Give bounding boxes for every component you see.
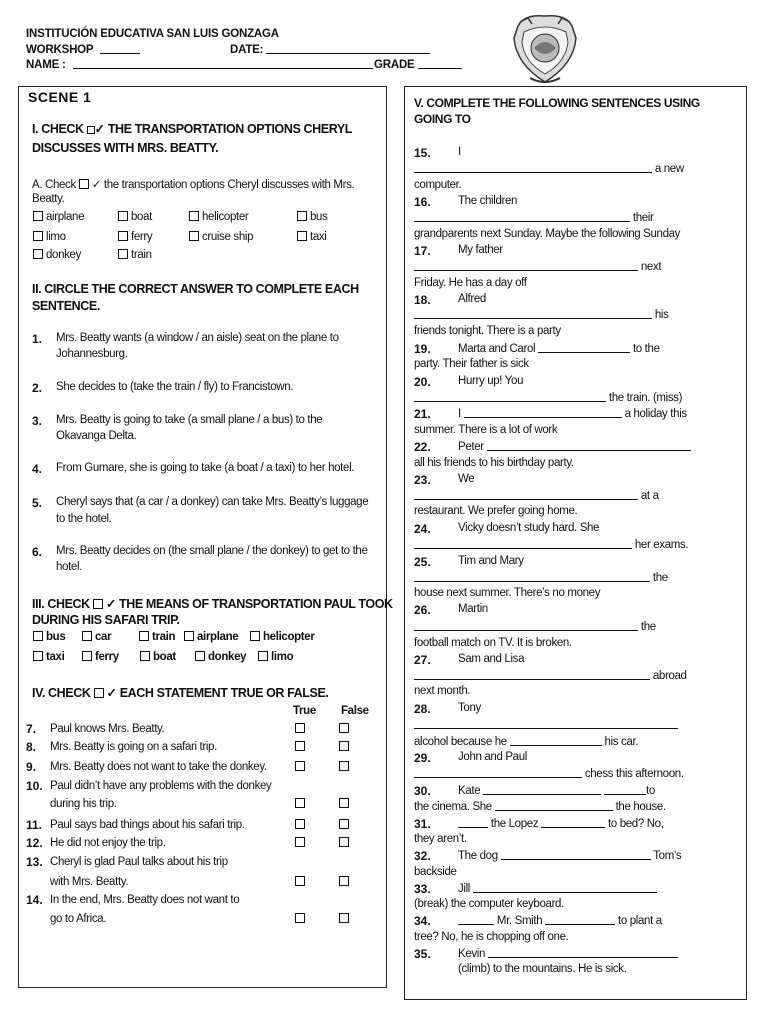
item-text: She decides to (take the train / fly) to Francistown.: [56, 381, 294, 393]
item-text: Kate to: [458, 785, 655, 797]
item-text: Tony: [458, 702, 481, 714]
item-text-cont: friends tonight. There is a party: [414, 325, 561, 337]
item-number: 32.: [414, 849, 431, 863]
item-number: 33.: [414, 882, 431, 896]
checkbox[interactable]: [33, 231, 43, 241]
true-checkbox[interactable]: [295, 723, 308, 735]
checkbox-icon: [94, 688, 104, 698]
checkbox[interactable]: [33, 249, 43, 259]
s3-option-ferry[interactable]: ferry: [82, 651, 119, 663]
true-checkbox[interactable]: [295, 837, 308, 849]
item-number: 6.: [32, 545, 43, 559]
checkbox[interactable]: [297, 231, 307, 241]
section-1-title: I. CHECK ✓ THE TRANSPORTATION OPTIONS CHERYL: [32, 122, 353, 136]
workshop-field[interactable]: [100, 43, 140, 54]
item-number: 16.: [414, 195, 431, 209]
section-5-title-cont: GOING TO: [414, 112, 471, 126]
item-number: 1.: [32, 332, 43, 346]
true-checkbox[interactable]: [295, 913, 308, 925]
item-text: Martin: [458, 603, 488, 615]
statement-text-cont: with Mrs. Beatty.: [50, 876, 129, 888]
item-number: 20.: [414, 375, 431, 389]
item-number: 4.: [32, 462, 43, 476]
item-text-cont: tree? No, he is chopping off one.: [414, 931, 569, 943]
true-checkbox[interactable]: [295, 876, 308, 888]
grade-label: GRADE: [374, 59, 415, 71]
section-1-instruction-cont: Beatty.: [32, 193, 65, 205]
item-text: Mrs. Beatty is going to take (a small plane / a bus) to the: [56, 414, 323, 426]
checkbox[interactable]: [295, 819, 305, 829]
item-number: 35.: [414, 947, 431, 961]
item-text: Marta and Carol to the: [458, 343, 660, 355]
checkbox[interactable]: [339, 837, 349, 847]
blank-field[interactable]: [538, 342, 630, 353]
item-text: John and Paul: [458, 751, 527, 763]
blank-field[interactable]: [488, 947, 678, 958]
item-text: Mr. Smith to plant a: [458, 914, 662, 927]
item-number: 3.: [32, 414, 43, 428]
item-text: the Lopez to bed? No,: [458, 817, 664, 830]
true-checkbox[interactable]: [295, 761, 308, 773]
blank-field[interactable]: [414, 162, 652, 173]
option-taxi[interactable]: taxi: [297, 231, 327, 243]
statement-text: Paul says bad things about his safari trip.: [50, 819, 245, 831]
item-number: 29.: [414, 751, 431, 765]
checkbox[interactable]: [184, 631, 194, 641]
checkbox[interactable]: [339, 723, 349, 733]
false-checkbox[interactable]: [339, 741, 352, 753]
blank-field[interactable]: [414, 718, 678, 729]
item-text: We: [458, 473, 475, 485]
name-field[interactable]: [73, 58, 373, 69]
item-text: Jill: [458, 882, 657, 895]
item-number: 2.: [32, 381, 43, 395]
school-name: INSTITUCIÓN EDUCATIVA SAN LUIS GONZAGA: [26, 28, 279, 40]
section-1-title-cont: DISCUSSES WITH MRS. BEATTY.: [32, 141, 219, 155]
blank-field[interactable]: [414, 211, 630, 222]
name-line: [26, 58, 373, 71]
s3-option-train[interactable]: train: [139, 631, 175, 643]
item-text: Alfred: [458, 293, 486, 305]
statement-text: Cheryl is glad Paul talks about his trip: [50, 856, 228, 868]
item-number: 5.: [32, 496, 43, 510]
workshop-line: [26, 43, 140, 56]
blank-field[interactable]: [604, 784, 646, 795]
item-number: 19.: [414, 342, 431, 356]
item-text: From Gumare, she is going to take (a boat / a taxi) to her hotel.: [56, 462, 355, 474]
item-text-cont: to the hotel.: [56, 513, 112, 525]
checkbox[interactable]: [250, 631, 260, 641]
statement-text: Paul didn’t have any problems with the donkey: [50, 780, 272, 792]
item-number: 22.: [414, 440, 431, 454]
option-cruise-ship[interactable]: cruise ship: [189, 231, 253, 243]
option-helicopter[interactable]: helicopter: [189, 211, 248, 223]
blank-field[interactable]: [541, 817, 605, 828]
false-checkbox[interactable]: [339, 761, 352, 773]
item-text: I: [458, 146, 461, 158]
item-text: My father: [458, 244, 503, 256]
grade-line: [374, 58, 462, 71]
statement-text: Paul knows Mrs. Beatty.: [50, 723, 165, 735]
blank-field[interactable]: [473, 882, 657, 893]
section-5-title: V. COMPLETE THE FOLLOWING SENTENCES USING: [414, 96, 700, 110]
false-checkbox[interactable]: [339, 913, 352, 925]
s3-option-boat[interactable]: boat: [140, 651, 176, 663]
item-number: 34.: [414, 914, 431, 928]
checkbox[interactable]: [339, 741, 349, 751]
checkbox[interactable]: [189, 231, 199, 241]
statement-text: Mrs. Beatty is going on a safari trip.: [50, 741, 217, 753]
item-text: Cheryl says that (a car / a donkey) can take Mrs. Beatty’s luggage: [56, 496, 369, 508]
checkbox[interactable]: [33, 211, 43, 221]
item-text-cont: alcohol because he his car.: [414, 736, 639, 748]
item-text: Peter: [458, 440, 691, 453]
item-number: 18.: [414, 293, 431, 307]
item-text-cont: (break) the computer keyboard.: [414, 898, 564, 910]
item-text: Tim and Mary: [458, 555, 524, 567]
name-label: NAME :: [26, 59, 66, 71]
item-text: Hurry up! You: [458, 375, 524, 387]
checkbox[interactable]: [295, 761, 305, 771]
answer-line[interactable]: the: [414, 620, 656, 633]
answer-line[interactable]: chess this afternoon.: [414, 767, 684, 780]
item-text-cont: summer. There is a lot of work: [414, 424, 558, 436]
item-number: 9.: [26, 760, 37, 774]
checkbox[interactable]: [339, 876, 349, 886]
item-text-cont: restaurant. We prefer going home.: [414, 505, 578, 517]
checkbox[interactable]: [339, 761, 349, 771]
false-checkbox[interactable]: [339, 819, 352, 831]
answer-line[interactable]: at a: [414, 489, 659, 502]
item-number: 11.: [26, 818, 43, 832]
blank-field[interactable]: [414, 391, 606, 402]
blank-field[interactable]: [414, 260, 638, 271]
item-text-cont: Okavanga Delta.: [56, 430, 137, 442]
answer-line[interactable]: her exams.: [414, 538, 688, 551]
true-column-header: True: [293, 705, 316, 717]
item-text-cont: next month.: [414, 685, 471, 697]
item-number: 30.: [414, 784, 431, 798]
item-number: 28.: [414, 702, 431, 716]
item-text: Mrs. Beatty decides on (the small plane / the donkey) to get to the: [56, 545, 368, 557]
item-text: The children: [458, 195, 518, 207]
answer-line[interactable]: their: [414, 211, 653, 224]
checkbox[interactable]: [295, 837, 305, 847]
item-number: 7.: [26, 722, 37, 736]
statement-text: In the end, Mrs. Beatty does not want to: [50, 894, 240, 906]
blank-field[interactable]: [414, 571, 650, 582]
item-text-cont: the cinema. She the house.: [414, 801, 666, 813]
answer-line[interactable]: [414, 718, 678, 731]
date-line: [230, 43, 430, 56]
option-limo[interactable]: limo: [33, 231, 66, 243]
checkbox[interactable]: [295, 723, 305, 733]
item-number: 31.: [414, 817, 431, 831]
checkbox[interactable]: [339, 798, 349, 808]
section-4-title: IV. CHECK ✓ EACH STATEMENT TRUE OR FALSE.: [32, 686, 329, 700]
checkbox[interactable]: [258, 651, 268, 661]
blank-field[interactable]: [414, 620, 638, 631]
statement-text: He did not enjoy the trip.: [50, 837, 166, 849]
false-checkbox[interactable]: [339, 798, 352, 810]
item-text-cont: party. Their father is sick: [414, 358, 529, 370]
item-text-cont: Johannesburg.: [56, 348, 128, 360]
s3-option-helicopter[interactable]: helicopter: [250, 631, 314, 643]
item-text: The dog Tom’s: [458, 850, 682, 862]
checkbox[interactable]: [295, 913, 305, 923]
item-text-cont: they aren’t.: [414, 833, 467, 845]
checkbox[interactable]: [33, 631, 43, 641]
answer-line[interactable]: next: [414, 260, 661, 273]
checkbox[interactable]: [295, 798, 305, 808]
false-checkbox[interactable]: [339, 837, 352, 849]
option-train[interactable]: train: [118, 249, 152, 261]
item-text-cont: (climb) to the mountains. He is sick.: [458, 963, 627, 975]
checkbox[interactable]: [118, 211, 128, 221]
checkbox[interactable]: [82, 651, 92, 661]
checkbox-icon: [93, 599, 103, 609]
item-text: Sam and Lisa: [458, 653, 525, 665]
blank-field[interactable]: [458, 817, 488, 828]
checkbox[interactable]: [339, 913, 349, 923]
blank-field[interactable]: [414, 767, 582, 778]
answer-line[interactable]: his: [414, 308, 669, 321]
section-3-title-cont: DURING HIS SAFARI TRIP.: [32, 613, 180, 627]
item-number: 25.: [414, 555, 431, 569]
item-text: Kevin: [458, 947, 678, 960]
section-2-title-cont: SENTENCE.: [32, 299, 100, 313]
item-text-cont: house next summer. There’s no money: [414, 587, 601, 599]
item-number: 8.: [26, 740, 37, 754]
statement-text: Mrs. Beatty does not want to take the donkey.: [50, 761, 267, 773]
option-bus[interactable]: bus: [297, 211, 328, 223]
date-field[interactable]: [266, 43, 430, 54]
date-label: DATE:: [230, 44, 264, 56]
item-text-cont: backside: [414, 866, 457, 878]
option-boat[interactable]: boat: [118, 211, 152, 223]
school-seal-logo: [510, 12, 580, 86]
checkbox-icon: [79, 179, 89, 189]
checkbox-icon: [87, 126, 95, 134]
blank-field[interactable]: [510, 735, 602, 746]
true-checkbox[interactable]: [295, 741, 308, 753]
checkbox[interactable]: [189, 211, 199, 221]
blank-field[interactable]: [414, 489, 638, 500]
blank-field[interactable]: [414, 308, 652, 319]
blank-field[interactable]: [545, 914, 615, 925]
blank-field[interactable]: [483, 784, 601, 795]
scene-title: SCENE 1: [28, 89, 92, 105]
checkbox[interactable]: [118, 231, 128, 241]
checkbox[interactable]: [195, 651, 205, 661]
item-text: I a holiday this: [458, 408, 687, 420]
true-checkbox[interactable]: [295, 798, 308, 810]
item-text-cont: computer.: [414, 179, 462, 191]
item-number: 14.: [26, 893, 43, 907]
item-number: 26.: [414, 603, 431, 617]
item-text-cont: Friday. He has a day off: [414, 277, 527, 289]
s3-option-taxi[interactable]: taxi: [33, 651, 64, 663]
answer-line[interactable]: the: [414, 571, 668, 584]
option-airplane[interactable]: airplane: [33, 211, 84, 223]
option-ferry[interactable]: ferry: [118, 231, 152, 243]
blank-field[interactable]: [458, 914, 494, 925]
true-checkbox[interactable]: [295, 819, 308, 831]
checkbox[interactable]: [33, 651, 43, 661]
answer-line[interactable]: the train. (miss): [414, 391, 682, 404]
statement-text-cont: go to Africa.: [50, 913, 107, 925]
false-checkbox[interactable]: [339, 876, 352, 888]
item-number: 21.: [414, 407, 431, 421]
checkbox[interactable]: [139, 631, 149, 641]
section-2-title: II. CIRCLE THE CORRECT ANSWER TO COMPLETE EACH: [32, 282, 359, 296]
blank-field[interactable]: [414, 538, 632, 549]
item-number: 23.: [414, 473, 431, 487]
statement-text-cont: during his trip.: [50, 798, 117, 810]
checkbox[interactable]: [339, 819, 349, 829]
workshop-label: WORKSHOP: [26, 44, 94, 56]
false-column-header: False: [341, 705, 369, 717]
checkbox[interactable]: [82, 631, 92, 641]
item-text-cont: football match on TV. It is broken.: [414, 637, 572, 649]
s3-option-bus[interactable]: bus: [33, 631, 65, 643]
checkbox[interactable]: [140, 651, 150, 661]
blank-field[interactable]: [464, 407, 622, 418]
blank-field[interactable]: [495, 800, 613, 811]
item-text-cont: grandparents next Sunday. Maybe the following Sunday: [414, 228, 681, 240]
s3-option-car[interactable]: car: [82, 631, 111, 643]
item-text-cont: hotel.: [56, 561, 83, 573]
answer-line[interactable]: a new: [414, 162, 684, 175]
checkbox[interactable]: [295, 741, 305, 751]
s3-option-airplane[interactable]: airplane: [184, 631, 238, 643]
item-text-cont: all his friends to his birthday party.: [414, 457, 574, 469]
item-text: Mrs. Beatty wants (a window / an aisle) seat on the plane to: [56, 332, 339, 344]
blank-field[interactable]: [487, 440, 691, 451]
s3-option-donkey[interactable]: donkey: [195, 651, 246, 663]
s3-option-limo[interactable]: limo: [258, 651, 293, 663]
item-number: 12.: [26, 836, 43, 850]
item-number: 27.: [414, 653, 431, 667]
item-number: 24.: [414, 522, 431, 536]
checkbox[interactable]: [295, 876, 305, 886]
false-checkbox[interactable]: [339, 723, 352, 735]
option-donkey[interactable]: donkey: [33, 249, 81, 261]
item-number: 17.: [414, 244, 431, 258]
section-3-title: III. CHECK ✓ THE MEANS OF TRANSPORTATION PAUL TOOK: [32, 597, 393, 611]
checkbox[interactable]: [297, 211, 307, 221]
item-number: 13.: [26, 855, 43, 869]
section-1-instruction: A. Check ✓ the transportation options Cheryl discusses with Mrs.: [32, 179, 355, 191]
item-text: Vicky doesn’t study hard. She: [458, 522, 600, 534]
answer-line[interactable]: abroad: [414, 669, 687, 682]
blank-field[interactable]: [414, 669, 650, 680]
checkbox[interactable]: [118, 249, 128, 259]
grade-field[interactable]: [418, 58, 462, 69]
blank-field[interactable]: [501, 849, 651, 860]
item-number: 15.: [414, 146, 431, 160]
item-number: 10.: [26, 779, 43, 793]
